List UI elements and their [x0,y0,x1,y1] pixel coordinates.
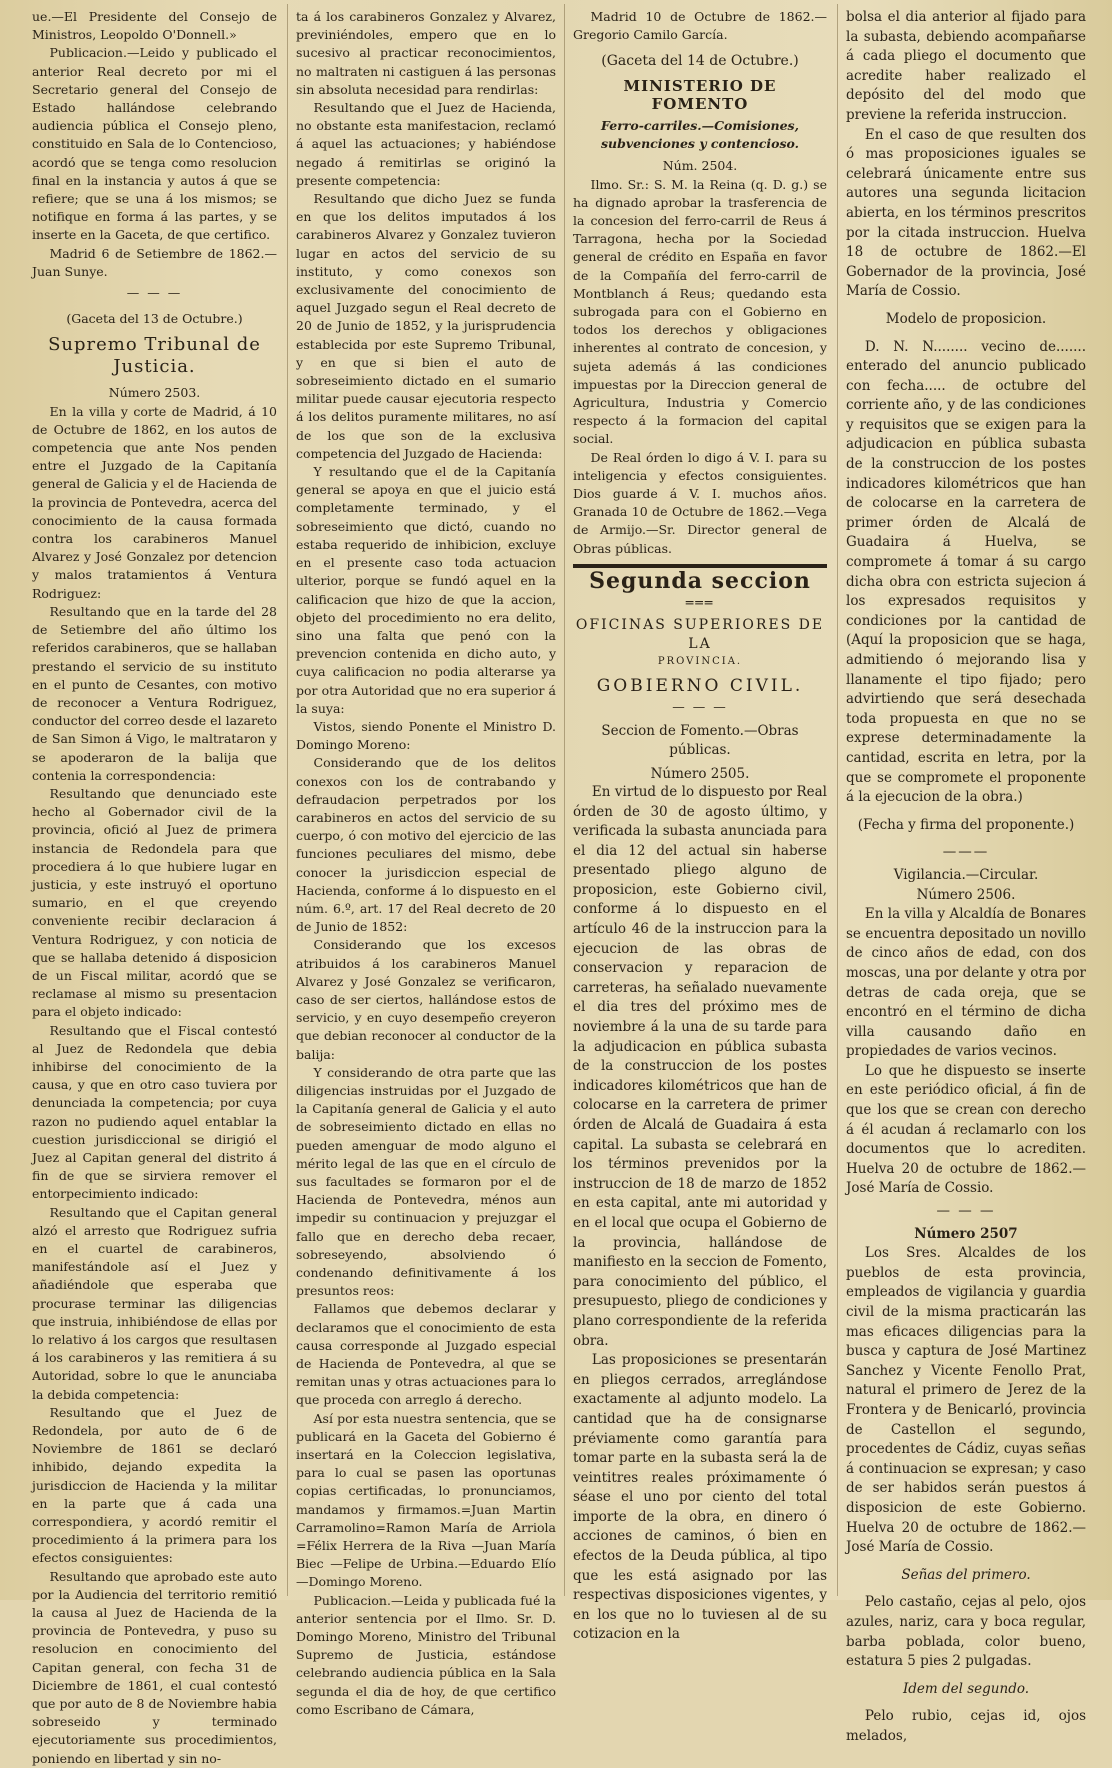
column-1 [32,8,277,1766]
signature-note: (Fecha y firma del proponente.) [857,816,1075,833]
column-3 [573,8,827,1643]
section-heading: Vigilancia.—Circular. [893,866,1039,883]
section-title: Supremo Tribunal de Justicia. [48,334,261,378]
provincia-title: PROVINCIA. [657,655,743,667]
paragraph: Y resultando que el de la Capitanía general se apoya en que el juicio está completamente terminado, y el sobreseimiento que dictó, cuando no estaba requerido de inhibicion, excluye en el presente caso toda actuacion ulterior, porque se fundó aquel en la calificacion que hizo de que la accion, objeto del procedimiento no era delito, sino una falta que penó con la prevencion contenida en dicho auto, y cuya calificacion no podia alterarse ya por otra Autoridad que no era superior á la suya: [296,464,556,716]
column-4 [846,8,1086,1744]
separator: — — — [936,1203,996,1220]
paragraph: Publicacion.—Leido y publicado el anterior Real decreto por mi el Secretario general del Consejo de Estado hallándose celebrando audiencia pública el Consejo pleno, constituido en Sala de lo Contencioso, acordó que se tenga como resolucion final en la instancia y autos á que se refiere; que se una á los mismos; se notifique en forma á las partes, y se inserte en la Gaceta, de que certifico. [32,45,277,243]
document-number: Número 2503. [108,385,201,401]
gobierno-civil-title: GOBIERNO CIVIL. [596,675,804,696]
document-number: Número 2506. [916,886,1016,903]
paragraph: D. N. N........ vecino de....... enterado del anuncio publicado con fecha..... de octubre del corriente año, y de las condiciones y requisitos que se exigen para la adjudicacion en pública subasta de la construccion de los postes indicadores kilométricos que han de colocarse en la carretera de primer órden de Alcalá de Guadaira á Huelva, se compromete á tomar á su cargo dicha obra con estricta sujecion á los expresados requisitos y condiciones por la cantidad de (Aquí la proposicion que se haga, admitiendo ó mejorando lisa y llanamente el tipo fijado; pero advirtiendo que será desechada toda propuesta en que no se exprese determinadamente la cantidad, escrita en letra, por la que se compromete el proponente á la ejecucion de la obra.) [846,338,1086,806]
signature-line: Madrid 6 de Setiembre de 1862.—Juan Sunye. [32,245,277,279]
paragraph: Fallamos que debemos declarar y declaramos que el conocimiento de esta causa corresponde al Juzgado especial de Hacienda de Pontevedra, al que se remitan unas y otras actuaciones para lo que proceda con arreglo á derecho. [296,1301,556,1408]
section-heading: Seccion de Fomento.—Obras públicas. [601,723,799,758]
description-heading: Idem del segundo. [902,1680,1030,1697]
paragraph: Las proposiciones se presentarán en pliegos cerrados, arreglándose exactamente al adjunto modelo. La cantidad que ha de consignarse préviamente como garantía para tomar parte en la subasta será la de veintitres reales próximamente ó séase el uno por ciento del total importe de la obra, en dinero ó acciones de caminos, ó bien en efectos de la Deuda pública, al tipo que les está asignado por las respectivas disposiciones vigentes, y en los que no lo tuviesen al de su cotizacion en la [573,1352,827,1643]
paragraph: ta á los carabineros Gonzalez y Alvarez, previniéndoles, empero que en lo sucesivo al practicar reconocimientos, no maltraten ni castiguen á las personas sin absoluta necesidad para rendirlas: [296,9,556,97]
separator: ——— [942,844,990,861]
paragraph: Lo que he dispuesto se inserte en este periódico oficial, á fin de que los que se crean con derecho á él acudan á reclamarlo con los documentos que lo acrediten. Huelva 20 de octubre de 1862.—José María de Cossio. [846,1062,1086,1197]
paragraph: En virtud de lo dispuesto por Real órden de 30 de agosto último, y verificada la subasta anunciada para el dia 12 del actual sin haberse presentado pliego alguno de proposicion, este Gobierno civil, conforme á lo dispuesto en el artículo 46 de la instruccion para la ejecucion de las obras de conservacion y reparacion de carreteras, ha señalado nuevamente el dia tres del próximo mes de noviembre á la una de su tarde para la adjudicacion en pública subasta de la construccion de los postes indicadores kilométricos que han de colocarse en la carretera de primer órden de Alcalá de Guadaira á esta capital. La subasta se celebrará en los términos prevenidos por la instruccion de 18 de marzo de 1852 en esta capital, ante mi autoridad y en el local que ocupa el Gobierno de la provincia, hallándose de manifiesto en la seccion de Fomento, para conocimiento del público, el presupuesto, pliego de condiciones y plano correspondiente de la referida obra. [573,783,827,1349]
paragraph: Publicacion.—Leida y publicada fué la anterior sentencia por el Ilmo. Sr. D. Domingo Moreno, Ministro del Tribunal Supremo de Justicia, estándose celebrando audiencia pública en la Sala segunda el dia de hoy, de que certifico como Escribano de Cámara, [296,1592,556,1717]
paragraph: Vistos, siendo Ponente el Ministro D. Domingo Moreno: [296,718,556,753]
gaceta-date: (Gaceta del 13 de Octubre.) [66,311,243,327]
section-subtitle: Ferro-carriles.—Comisiones, subvenciones y contencioso. [601,118,799,152]
paragraph: Resultando que el Juez de Hacienda, no obstante esta manifestacion, reclamó á aquel las actuaciones; y habiéndose negado á remitirlas se originó la presente competencia: [296,100,556,188]
description-heading: Señas del primero. [901,1566,1031,1583]
separator: ═══ [685,595,715,611]
paragraph: En el caso de que resulten dos ó mas proposiciones iguales se celebrará únicamente entre sus autores una segunda licitacion abierta, en los términos prescritos por la citada instruccion. Huelva 18 de octubre de 1862.—El Gobernador de la provincia, José María de Cossio. [846,126,1086,300]
paragraph: Y considerando de otra parte que las diligencias instruidas por el Juzgado de la Capitanía general de Galicia y el auto de sobreseimiento dictado en ellas no pueden amenguar de modo alguno el mérito legal de las que en el círculo de sus facultades se formaron por el de Hacienda de Pontevedra, ménos aun impedir su continuacion y prejuzgar el fallo que en derecho deba recaer, sobreseyendo, absolviendo ó condenando definitivamente á los presuntos reos: [296,1064,556,1299]
paragraph: Resultando que dicho Juez se funda en que los delitos imputados á los carabineros Alvarez y Gonzalez tuvieron lugar en actos del servicio de su instituto, y como conexos son exclusivamente del conocimiento de aquel Juzgado segun el Real decreto de 20 de Junio de 1852, y la jurisprudencia establecida por este Supremo Tribunal, y en que si bien el auto de sobreseimiento dictado en el sumario militar puede causar ejecutoria respecto á los delitos puramente militares, no así de los que son de la exclusiva competencia del Juzgado de Hacienda: [296,191,556,461]
oficinas-title: OFICINAS SUPERIORES DE LA [575,617,825,652]
paragraph: Ilmo. Sr.: S. M. la Reina (q. D. g.) se ha dignado aprobar la trasferencia de la concesion del ferro-carril de Reus á Tarragona, hecha por la Sociedad general de crédito en España en favor de la Compañía del ferro-carril de Montblanch á Reus; quedando esta subrogada para con el Gobierno en todos los derechos y obligaciones inherentes al contrato de concesion, y sujeta además á las condiciones impuestas por la Direccion general de Agricultura, Industria y Comercio respecto á la formacion del capital social. [573,176,827,447]
separator: — — — [672,699,728,715]
paragraph: De Real órden lo digo á V. I. para su inteligencia y efectos consiguientes. Dios guarde á V. I. muchos años. Granada 10 de Octubre de 1862.—Vega de Armijo.—Sr. Director general de Obras públicas. [573,449,827,556]
paragraph: Resultando que aprobado este auto por la Audiencia del territorio remitió la causa al Juez de Hacienda de la provincia de Pontevedra, y puso su resolucion en conocimiento del Capitan general, con fecha 31 de Diciembre de 1861, el cual contestó que por auto de 8 de Noviembre habia sobreseido y terminado ejecutoriamente sus procedimientos, poniendo en libertad y sin no- [32,1568,277,1766]
paragraph: Los Sres. Alcaldes de los pueblos de esta provincia, empleados de vigilancia y guardia civil de la misma practicarán las mas eficaces diligencias para la busca y captura de José Martinez Sanchez y Vicente Fenollo Prat, natural el primero de Jerez de la Frontera y de Benicarló, provincia de Castellon el segundo, procedentes de Cádiz, cuyas señas á continuacion se expresan; y caso de ser habidos serán puestos á disposicion de este Gobierno. Huelva 20 de octubre de 1862.—José María de Cossio. [846,1245,1086,1556]
ministry-title: MINISTERIO DE FOMENTO [623,76,777,113]
paragraph: Pelo rubio, cejas id, ojos melados, [846,1708,1086,1744]
paragraph: Resultando que en la tarde del 28 de Setiembre del año último los referidos carabineros, que se hallaban prestando el servicio de su instituto en el punto de Cesantes, con motivo de reconocer a Ventura Rodriguez, conductor del correo desde el lazareto de San Simon á Vigo, le maltrataron y se apoderaron de la balija que contenia la correspondencia: [32,603,277,783]
paragraph: bolsa el dia anterior al fijado para la subasta, debiendo acompañarse á cada pliego el documento que acredite haber realizado el depósito del del modo que previene la referida instruccion. [846,9,1086,123]
column-2 [296,8,556,1717]
document-number: Número 2505. [650,765,750,782]
paragraph: ue.—El Presidente del Consejo de Ministros, Leopoldo O'Donnell.» [32,9,277,43]
paragraph: Resultando que el Fiscal contestó al Juez de Redondela que debia inhibirse del conocimiento de la causa, y que en otro caso tuviera por denunciada la competencia; por cuya razon no pudiendo aquel entablar la cuestion jurisdiccional se dirigió el Juez al Capitan general del distrito á fin de que se sirviera remover el entorpecimiento indicado: [32,1022,277,1202]
paragraph: Así por esta nuestra sentencia, que se publicará en la Gaceta del Gobierno é insertará en la Coleccion legislativa, para lo cual se pasen las oportunas copias certificadas, lo pronunciamos, mandamos y firmamos.=Juan Martin Carramolino=Ramon María de Arriola =Félix Herrera de la Riva —Juan María Biec —Felipe de Urbina.—Eduardo Elío —Domingo Moreno. [296,1410,556,1590]
separator: — — — [126,285,183,301]
document-number: Núm. 2504. [662,158,738,174]
gaceta-date: (Gaceta del 14 de Octubre.) [601,53,799,70]
column-rule [837,4,838,1596]
column-rule [287,4,288,1596]
paragraph: Considerando que los excesos atribuidos á los carabineros Manuel Alvarez y José Gonzalez se verificaron, caso de ser ciertos, hallándose estos de servicio, y en cuyo desempeño creyeron que debian reconocer al conductor de la balija: [296,937,556,1062]
model-title: Modelo de proposicion. [885,310,1047,327]
paragraph: Pelo castaño, cejas al pelo, ojos azules, nariz, cara y boca regular, barba poblada, color bueno, estatura 5 pies 2 pulgadas. [846,1594,1086,1670]
paragraph: Resultando que el Juez de Redondela, por auto de 6 de Noviembre de 1861 se declaró inhibido, dejando expedita la jurisdiccion de Hacienda y la militar en la parte que á cada una correspondiera, y acordó remitir el procedimiento á la primera para los efectos consiguientes: [32,1404,277,1566]
segunda-seccion-title: Segunda seccion [589,567,811,594]
paragraph: Resultando que el Capitan general alzó el arresto que Rodriguez sufria en el cuartel de carabineros, manifestándole así el Juez y añadiéndole que esperaba que procurase terminar las diligencias que instruia, inhibiéndose de ellas por lo relativo á los cargos que resultasen á los carabineros y las remitiera á su Autoridad, sobre lo que le anunciaba la debida competencia: [32,1204,277,1402]
document-number: Número 2507 [914,1225,1018,1242]
paragraph: En la villa y corte de Madrid, á 10 de Octubre de 1862, en los autos de competencia que ante Nos penden entre el Juzgado de la Capitanía general de Galicia y el de Hacienda de la provincia de Pontevedra, acerca del conocimiento de la causa formada contra los carabineros Manuel Alvarez y José Gonzalez por detencion y malos tratamientos á Ventura Rodriguez: [32,403,277,601]
paragraph: En la villa y Alcaldía de Bonares se encuentra depositado un novillo de cinco años de edad, con dos moscas, una por delante y otra por detras de cada oreja, que se encontró en el término de dicha villa causando daño en propiedades de varios vecinos. [846,906,1086,1060]
paragraph: Considerando que de los delitos conexos con los de contrabando y defraudacion perpetrados por los carabineros en actos del servicio de su cuerpo, ó con motivo del ejercicio de las funciones peculiares del mismo, debe conocer la jurisdiccion especial de Hacienda, conforme á lo dispuesto en el núm. 6.º, art. 17 del Real decreto de 20 de Junio de 1852: [296,755,556,935]
paragraph: Resultando que denunciado este hecho al Gobernador civil de la provincia, ofició al Juez de primera instancia de Redondela para que procediera á lo que hubiere lugar en justicia, y este instruyó el oportuno sumario, en el que creyendo conveniente recibir declaracion á Ventura Rodriguez, y con noticia de que se hallaba detenido á disposicion de un Fiscal militar, acordó que se reclamase al mismo su presentacion para el objeto indicado: [32,785,277,1020]
signature-line: Madrid 10 de Octubre de 1862.—Gregorio Camilo García. [573,9,827,43]
column-rule [564,4,565,1596]
